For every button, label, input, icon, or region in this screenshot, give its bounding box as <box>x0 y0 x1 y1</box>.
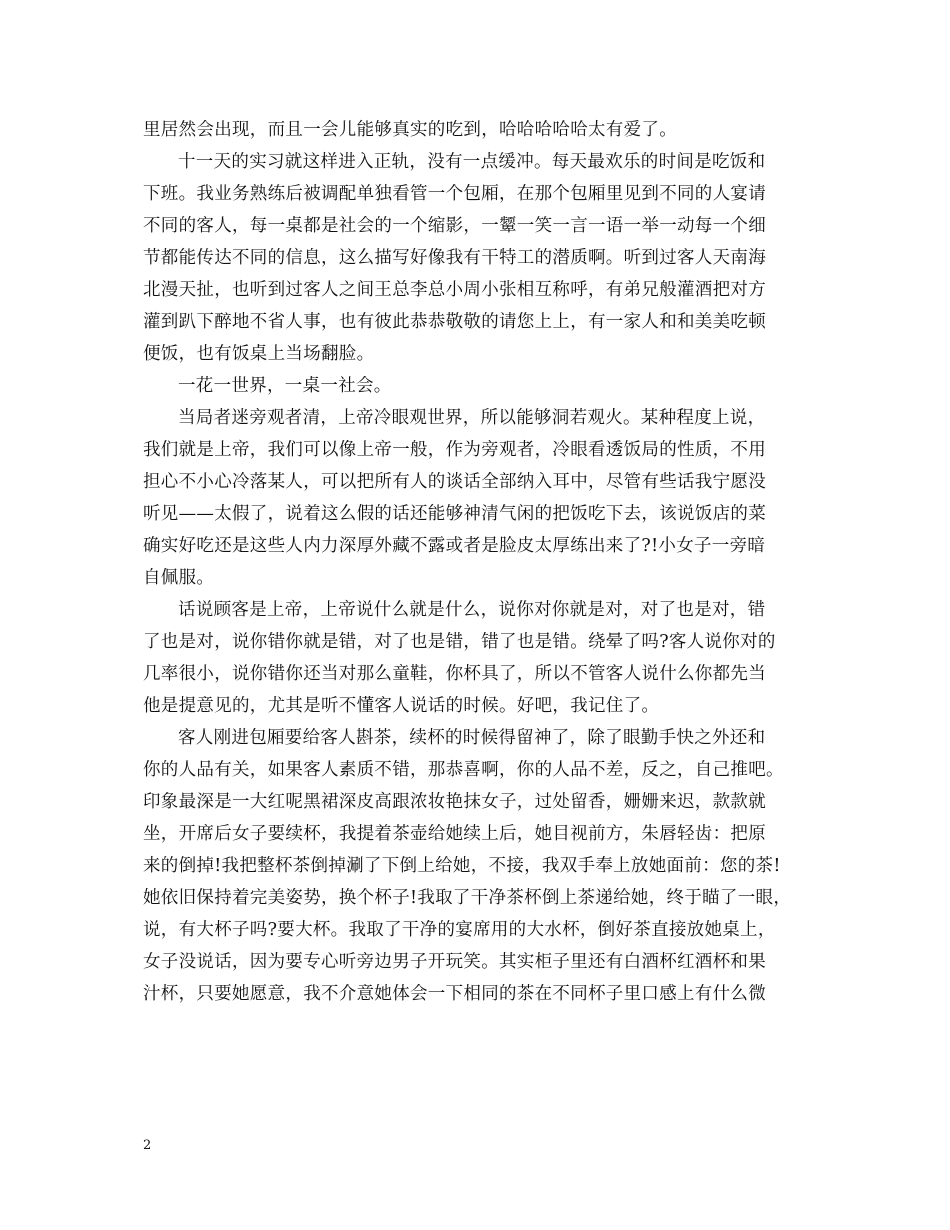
text-line: 一花一世界，一桌一社会。 <box>178 376 392 396</box>
text-line: 灌到趴下醉地不省人事，也有彼此恭恭敬敬的请您上上，有一家人和和美美吃顿 <box>143 312 766 332</box>
text-line: 不同的客人，每一桌都是社会的一个缩影，一颦一笑一言一语一举一动每一个细 <box>143 216 766 236</box>
text-line: 来的倒掉!我把整杯茶倒掉涮了下倒上给她，不接，我双手奉上放她面前：您的茶! <box>143 856 781 876</box>
text-line: 自佩服。 <box>143 568 215 588</box>
text-line: 你的人品有关，如果客人素质不错，那恭喜啊，你的人品不差，反之，自己推吧。 <box>143 760 784 780</box>
text-line: 汁杯，只要她愿意，我不介意她体会一下相同的茶在不同杯子里口感上有什么微 <box>143 984 766 1004</box>
text-line: 话说顾客是上帝，上帝说什么就是什么，说你对你就是对，对了也是对，错 <box>178 600 766 620</box>
text-line: 当局者迷旁观者清，上帝冷眼观世界，所以能够洞若观火。某种程度上说， <box>178 408 766 428</box>
text-line: 里居然会出现，而且一会儿能够真实的吃到，哈哈哈哈哈太有爱了。 <box>143 120 677 140</box>
page-number: 2 <box>143 1138 152 1153</box>
text-line: 说，有大杯子吗?要大杯。我取了干净的宴席用的大水杯，倒好茶直接放她桌上， <box>143 920 776 940</box>
text-line: 担心不小心冷落某人，可以把所有人的谈话全部纳入耳中，尽管有些话我宁愿没 <box>143 472 766 492</box>
text-line: 北漫天扯，也听到过客人之间王总李总小周小张相互称呼，有弟兄般灌酒把对方 <box>143 280 766 300</box>
text-line: 女子没说话，因为要专心听旁边男子开玩笑。其实柜子里还有白酒杯红酒杯和果 <box>143 952 766 972</box>
text-line: 便饭，也有饭桌上当场翻脸。 <box>143 344 375 364</box>
text-line: 下班。我业务熟练后被调配单独看管一个包厢，在那个包厢里见到不同的人宴请 <box>143 184 766 204</box>
text-line: 十一天的实习就这样进入正轨，没有一点缓冲。每天最欢乐的时间是吃饭和 <box>178 152 766 172</box>
text-line: 我们就是上帝，我们可以像上帝一般，作为旁观者，冷眼看透饭局的性质，不用 <box>143 440 766 460</box>
text-line: 印象最深是一大红呢黑裙深皮高跟浓妆艳抹女子，过处留香，姗姗来迟，款款就 <box>143 792 766 812</box>
text-line: 节都能传达不同的信息，这么描写好像我有干特工的潜质啊。听到过客人天南海 <box>143 248 766 268</box>
text-line: 确实好吃还是这些人内力深厚外藏不露或者是脸皮太厚练出来了?!小女子一旁暗 <box>143 536 766 556</box>
text-line: 客人刚进包厢要给客人斟茶，续杯的时候得留神了，除了眼勤手快之外还和 <box>178 728 766 748</box>
body-text <box>143 114 808 1010</box>
text-line: 了也是对，说你错你就是错，对了也是错，错了也是错。绕晕了吗?客人说你对的 <box>143 632 776 652</box>
text-line: 听见——太假了，说着这么假的话还能够神清气闲的把饭吃下去，该说饭店的菜 <box>143 504 766 524</box>
text-line: 她依旧保持着完美姿势，换个杯子!我取了干净茶杯倒上茶递给她，终于瞄了一眼， <box>143 888 792 908</box>
text-line: 他是提意见的，尤其是听不懂客人说话的时候。好吧，我记住了。 <box>143 696 660 716</box>
text-line: 几率很小，说你错你还当对那么童鞋，你杯具了，所以不管客人说什么你都先当 <box>143 664 766 684</box>
text-line: 坐，开席后女子要续杯，我提着茶壶给她续上后，她目视前方，朱唇轻齿：把原 <box>143 824 766 844</box>
